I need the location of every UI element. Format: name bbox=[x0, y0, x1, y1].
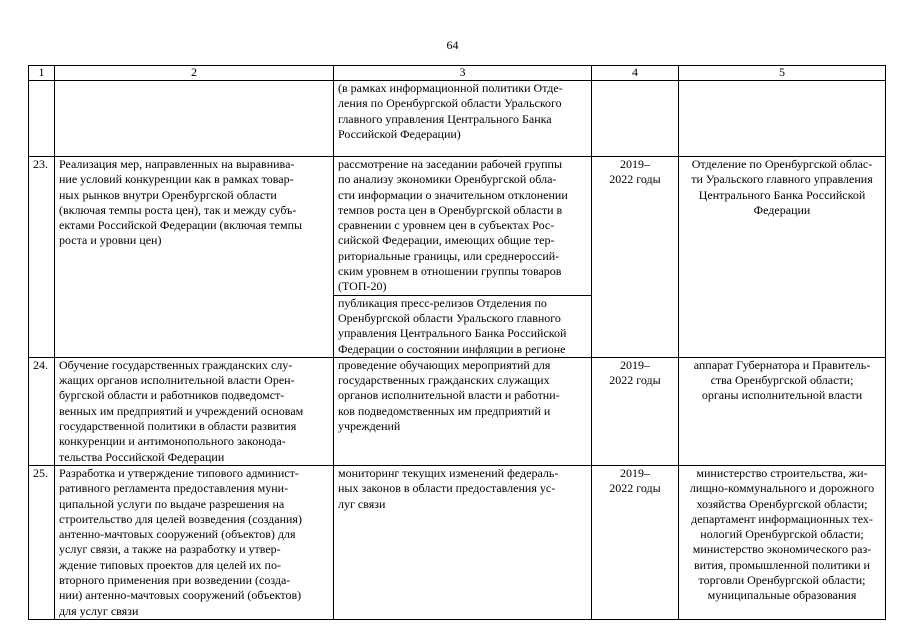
deadline-cell bbox=[592, 157, 679, 358]
table-row-23 bbox=[29, 157, 886, 358]
continuation-col3-cell bbox=[334, 81, 592, 157]
text-line: рассмотрение на заседании рабочей группы bbox=[338, 157, 563, 171]
text-line: ти Уральского главного управления bbox=[691, 172, 873, 187]
page-number: 64 bbox=[446, 38, 459, 52]
text-line: бургской области и работников подведомст- bbox=[59, 388, 285, 403]
text-line: Реализация мер, направленных на выравнива- bbox=[59, 157, 295, 171]
text-line: тельства Российской Федерации bbox=[59, 449, 225, 464]
text-line: органов исполнительной власти и работни- bbox=[338, 388, 560, 403]
text-line: вития, промышленной политики и bbox=[694, 557, 870, 572]
header-col-1: 1 bbox=[29, 66, 55, 81]
text-line: 2022 годы bbox=[609, 373, 661, 388]
text-line: луг связи bbox=[338, 496, 386, 511]
activity-cell bbox=[334, 357, 592, 465]
responsible-cell bbox=[679, 357, 886, 465]
table-row-24 bbox=[29, 357, 886, 465]
text-line: ние условий конкуренции как в рамках товар- bbox=[59, 172, 294, 187]
measure-description bbox=[55, 465, 334, 619]
text-line: ждение типовых проектов для целей их по- bbox=[59, 557, 281, 572]
text-line: аппарат Губернатора и Правитель- bbox=[693, 357, 871, 372]
text-line: антенно-мачтовых сооружений (объектов) для bbox=[59, 527, 296, 542]
table-header-row bbox=[29, 66, 886, 81]
continuation-col3-line: (в рамках информационной политики Отде- bbox=[338, 81, 563, 95]
text-line: муниципальные образования bbox=[707, 588, 857, 603]
text-line: Федерации о состоянии инфляции в регионе bbox=[338, 341, 566, 356]
activity-part bbox=[334, 157, 591, 295]
text-line: министерство строительства, жи- bbox=[696, 465, 868, 480]
text-line: ским уровнем в отношении группы товаров bbox=[338, 264, 562, 279]
text-line: темпов роста цен в Оренбургской области в bbox=[338, 202, 563, 217]
row-number: 23. bbox=[29, 157, 55, 358]
activity-cell bbox=[334, 157, 592, 358]
text-line: нии) антенно-мачтовых сооружений (объектов) bbox=[59, 588, 302, 603]
text-line: по анализу экономики Оренбургской обла- bbox=[338, 172, 557, 187]
text-line: Федерации bbox=[753, 202, 811, 217]
text-line: управления Центрального Банка Российской bbox=[338, 326, 567, 341]
text-line: жащих органов исполнительной власти Орен- bbox=[59, 373, 295, 388]
text-line: 2019– bbox=[620, 465, 650, 480]
header-col-4: 4 bbox=[592, 66, 679, 81]
text-line: 2019– bbox=[620, 157, 650, 171]
text-line: учреждений bbox=[338, 419, 401, 434]
continuation-col5-cell bbox=[679, 81, 886, 157]
text-line: мониторинг текущих изменений федераль- bbox=[338, 465, 559, 480]
text-line: Разработка и утверждение типового админист- bbox=[59, 465, 299, 480]
deadline-cell bbox=[592, 357, 679, 465]
text-line: ративного регламента предоставления муни- bbox=[59, 481, 289, 496]
text-line: Отделение по Оренбургской облас- bbox=[691, 157, 873, 171]
text-line: сравнении с уровнем цен в субъектах Рос- bbox=[338, 218, 555, 233]
measures-table bbox=[28, 65, 886, 620]
header-col-2: 2 bbox=[55, 66, 334, 81]
text-line: министерство экономического раз- bbox=[692, 542, 872, 557]
text-line: департамент информационных тех- bbox=[691, 511, 873, 526]
table-row-continuation bbox=[29, 81, 886, 157]
responsible-cell bbox=[679, 157, 886, 358]
responsible-cell bbox=[679, 465, 886, 619]
text-line: ципальной услуги по выдаче разрешения на bbox=[59, 496, 285, 511]
text-line: для услуг связи bbox=[59, 603, 139, 618]
text-line: торговли Оренбургской области; bbox=[698, 573, 866, 588]
continuation-col3-line: Российской Федерации) bbox=[338, 126, 461, 141]
continuation-num-cell bbox=[29, 81, 55, 157]
text-line: ства Оренбургской области; bbox=[710, 373, 854, 388]
continuation-col4-cell bbox=[592, 81, 679, 157]
continuation-col3-line: главного управления Центрального Банка bbox=[338, 111, 552, 126]
row-number: 24. bbox=[29, 357, 55, 465]
table-row-25 bbox=[29, 465, 886, 619]
text-line: нологий Оренбургской области; bbox=[700, 527, 864, 542]
activity-cell bbox=[334, 465, 592, 619]
text-line: 2022 годы bbox=[609, 481, 661, 496]
header-col-5: 5 bbox=[679, 66, 886, 81]
text-line: риториальные границы, или среднероссий- bbox=[338, 248, 560, 263]
text-line: 2022 годы bbox=[609, 172, 661, 187]
text-line: проведение обучающих мероприятий для bbox=[338, 357, 551, 372]
row-number: 25. bbox=[29, 465, 55, 619]
text-line: органы исполнительной власти bbox=[701, 388, 863, 403]
text-line: конкуренции и антимонопольного законода- bbox=[59, 434, 286, 449]
text-line: публикация пресс-релизов Отделения по bbox=[338, 295, 547, 310]
text-line: роста и уровни цен) bbox=[59, 233, 162, 248]
text-line: Центрального Банка Российской bbox=[698, 187, 866, 202]
text-line: ных законов в области предоставления ус- bbox=[338, 481, 556, 496]
text-line: ных рынков внутри Оренбургской области bbox=[59, 187, 277, 202]
measure-description bbox=[55, 357, 334, 465]
text-line: сти информации о значительном отклонении bbox=[338, 187, 568, 202]
text-line: (включая темпы роста цен), так и между субъ- bbox=[59, 202, 297, 217]
text-line: лищно-коммунального и дорожного bbox=[689, 481, 875, 496]
text-line: услуг связи, а также на разработку и утвер- bbox=[59, 542, 281, 557]
continuation-col3-line: ления по Оренбургской области Уральского bbox=[338, 96, 562, 111]
text-line: ков подведомственных им предприятий и bbox=[338, 403, 551, 418]
text-line: вторного применения при возведении (созда- bbox=[59, 573, 291, 588]
text-line: 2019– bbox=[620, 357, 650, 372]
text-line: венных им предприятий и учреждений основам bbox=[59, 403, 304, 418]
text-line: государственных гражданских служащих bbox=[338, 373, 550, 388]
text-line: сийской Федерации, имеющих общие тер- bbox=[338, 233, 555, 248]
text-line: (ТОП-20) bbox=[338, 279, 387, 294]
deadline-cell bbox=[592, 465, 679, 619]
continuation-col2-cell bbox=[55, 81, 334, 157]
text-line: строительство для целей возведения (создания) bbox=[59, 511, 302, 526]
text-line: государственной политики в области развития bbox=[59, 419, 297, 434]
activity-part bbox=[334, 295, 591, 357]
text-line: хозяйства Оренбургской области; bbox=[696, 496, 868, 511]
text-line: ектами Российской Федерации (включая темпы bbox=[59, 218, 303, 233]
measure-description bbox=[55, 157, 334, 358]
text-line: Обучение государственных гражданских слу- bbox=[59, 357, 293, 372]
text-line: Оренбургской области Уральского главного bbox=[338, 310, 561, 325]
header-col-3: 3 bbox=[334, 66, 592, 81]
